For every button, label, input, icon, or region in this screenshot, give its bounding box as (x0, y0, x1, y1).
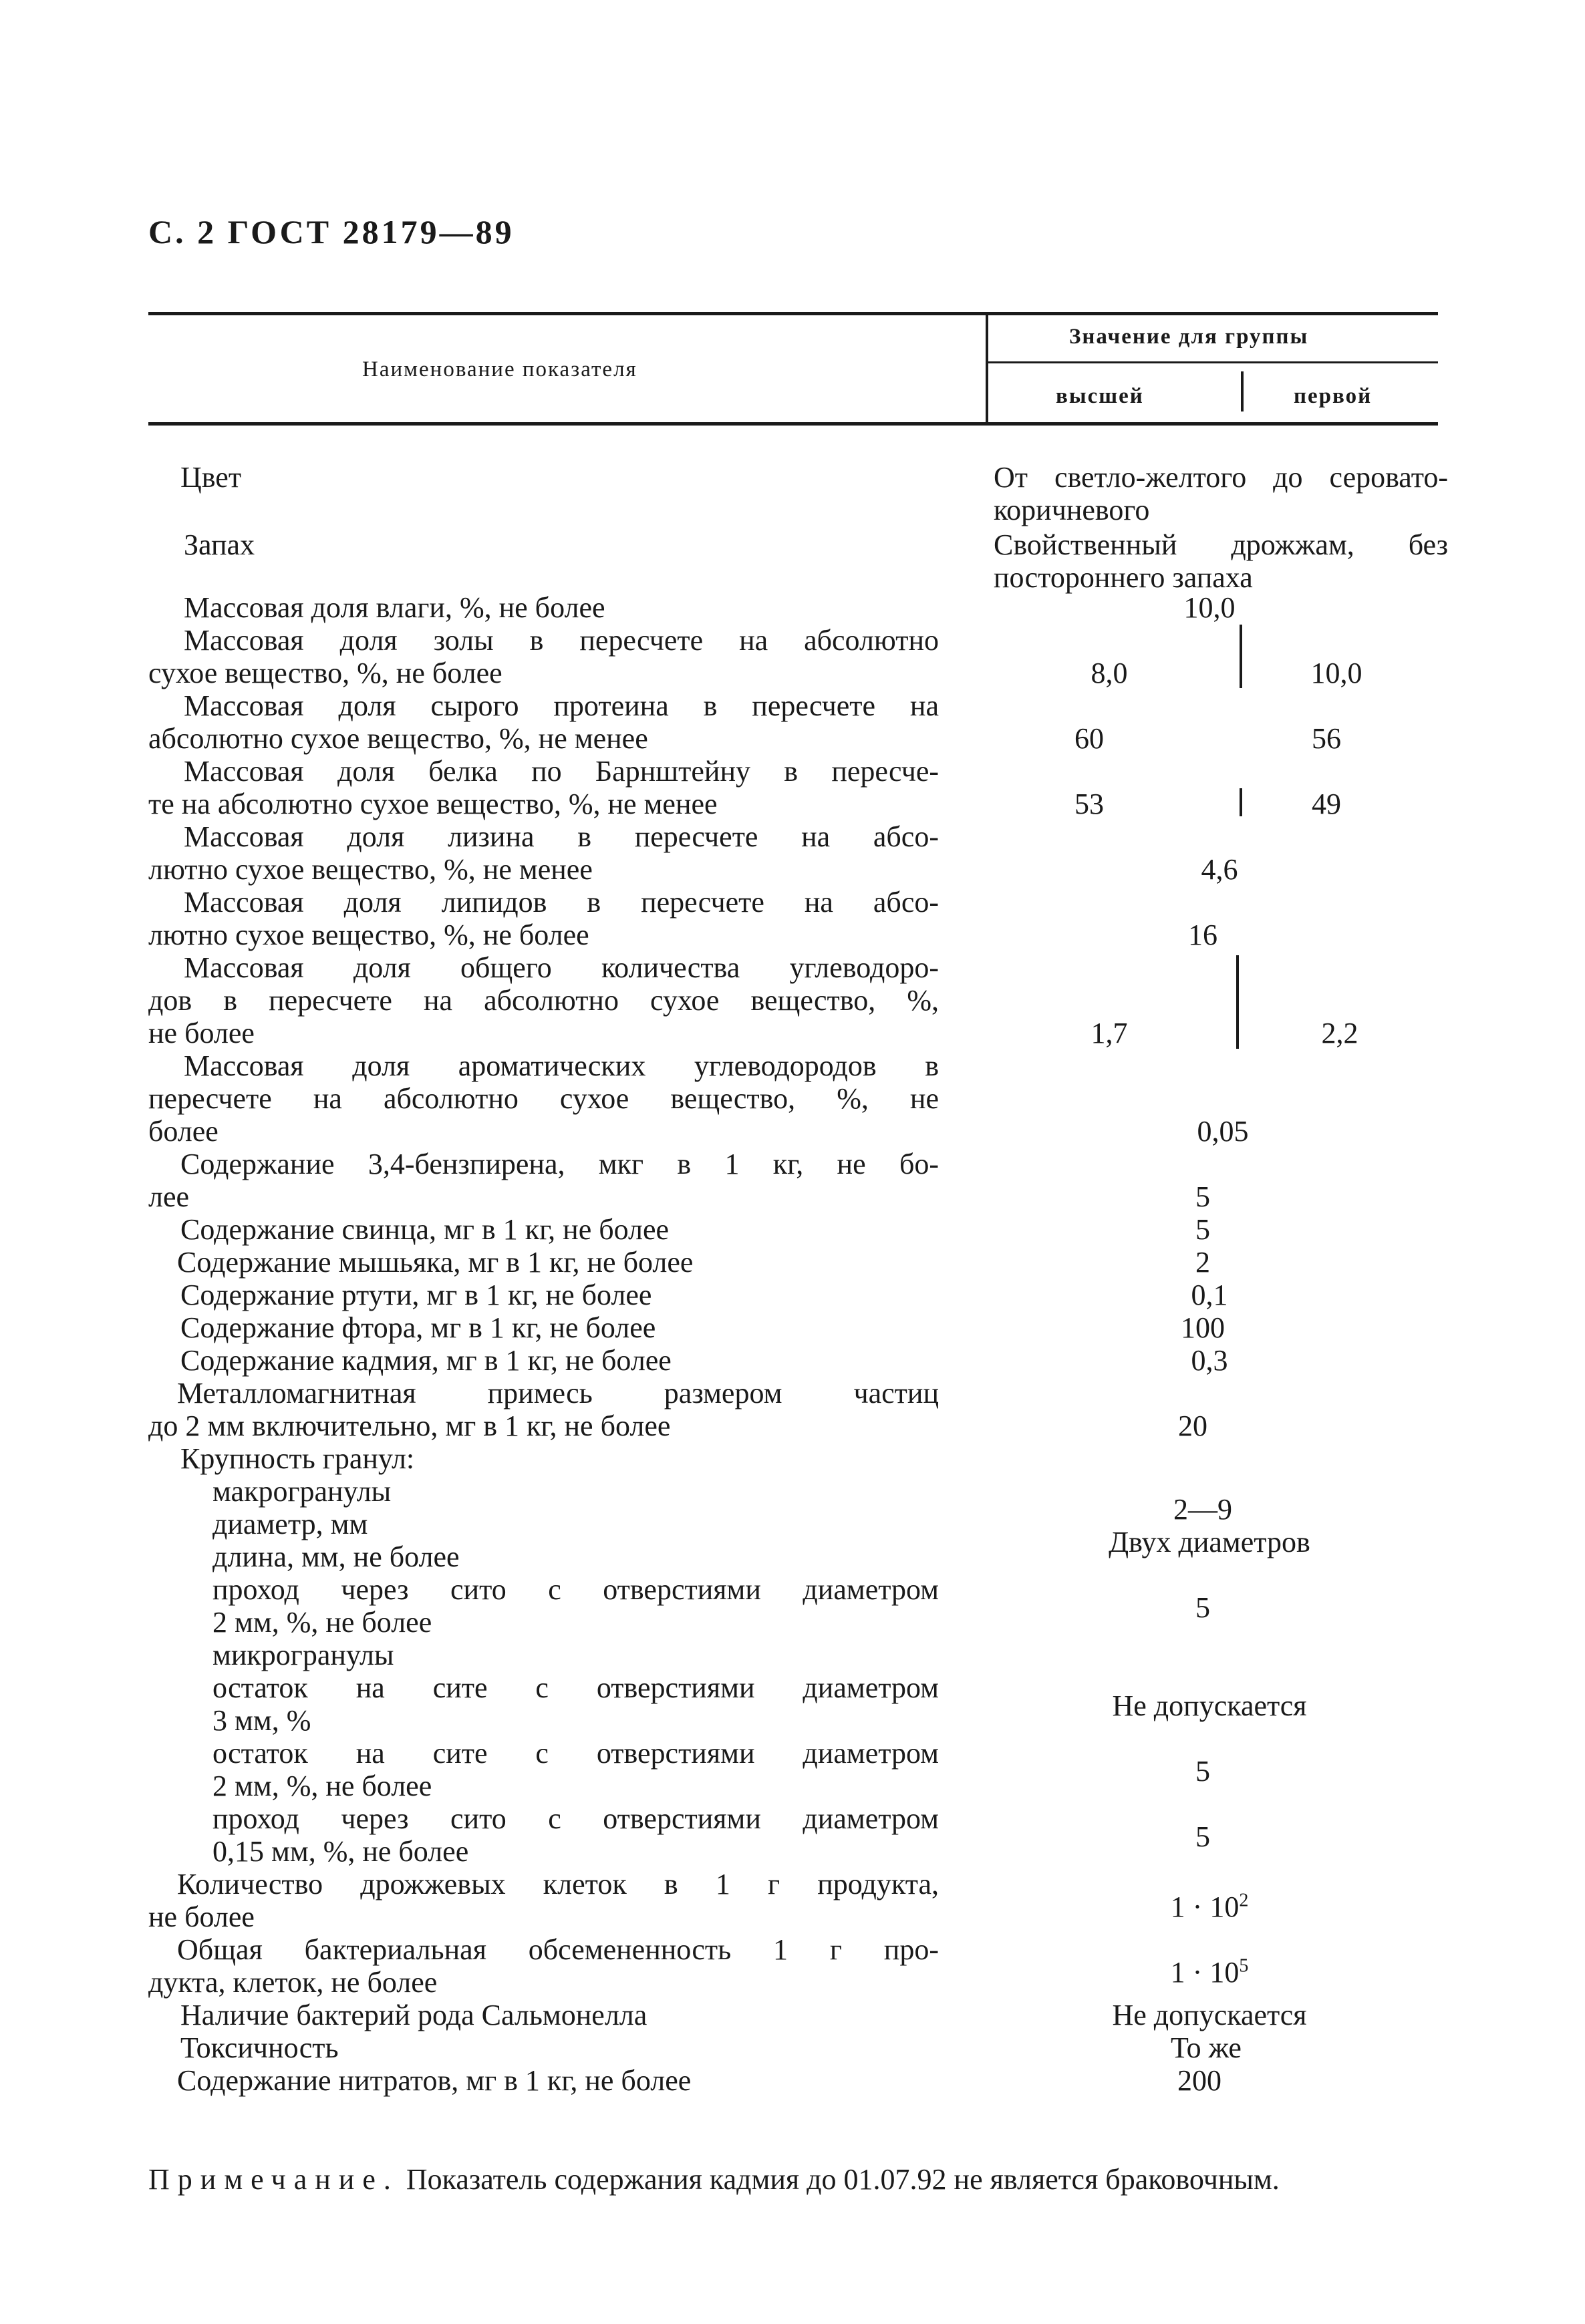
row-micro-residue3-value: Не допускается (1112, 1689, 1307, 1722)
row-micro-residue2-label-1: остаток на сите с отверстиями диаметром (212, 1737, 939, 1770)
row-barnstein-label-1: Массовая доля белка по Барнштейну в пересче- (184, 755, 939, 788)
row-lysine-label-1: Массовая доля лизина в пересчете на абсо- (184, 820, 939, 853)
row-cadmium-value: 0,3 (1191, 1344, 1228, 1377)
table-header-bottom-rule (148, 422, 1438, 426)
row-granules-heading: Крупность гранул: (180, 1442, 415, 1475)
row-protein-label-2: абсолютно сухое вещество, %, не менее (148, 722, 648, 755)
row-protein-high: 60 (1074, 722, 1104, 755)
footnote (148, 2163, 1451, 2196)
subheader-divider (1241, 371, 1244, 411)
row-mercury-label: Содержание ртути, мг в 1 кг, не более (180, 1279, 652, 1311)
row-macro-pass-label-2: 2 мм, %, не более (212, 1606, 432, 1639)
row-bacteria-label-1: Общая бактериальная обсемененность 1 г про- (177, 1933, 939, 1966)
row-lipids-label-1: Массовая доля липидов в пересчете на абсо- (184, 886, 939, 919)
row-aromatic-label-2: пересчете на абсолютно сухое вещество, %, не (148, 1082, 939, 1115)
row-microgranules-heading: микрогранулы (212, 1639, 394, 1671)
row-micro-residue3-label-2: 3 мм, % (212, 1704, 311, 1737)
row-odor-label: Запах (184, 528, 255, 561)
row-metal-label-2: до 2 мм включительно, мг в 1 кг, не более (148, 1409, 671, 1442)
value-divider-ash (1240, 625, 1242, 688)
row-ash-label-2: сухое вещество, %, не более (148, 657, 502, 689)
row-hydrocarbons-label-3: не более (148, 1017, 255, 1049)
row-micro-residue2-label-2: 2 мм, %, не более (212, 1770, 432, 1802)
row-diameter-label: диаметр, мм (212, 1508, 368, 1540)
row-length-value: Двух диаметров (1109, 1526, 1310, 1558)
row-moisture-label: Массовая доля влаги, %, не более (184, 591, 605, 624)
row-barnstein-first: 49 (1312, 788, 1341, 820)
row-nitrates-label: Содержание нитратов, мг в 1 кг, не более (177, 2064, 692, 2097)
row-toxicity-label: Токсичность (180, 2031, 339, 2064)
row-toxicity-value: То же (1171, 2031, 1242, 2064)
row-odor-value: Свойственный дрожжам, без постороннего запаха (994, 528, 1448, 594)
row-hydrocarbons-first: 2,2 (1321, 1017, 1358, 1049)
value-divider-hydrocarbons (1236, 955, 1239, 1049)
row-cadmium-label: Содержание кадмия, мг в 1 кг, не более (180, 1344, 672, 1377)
column-header-first: первой (1294, 384, 1373, 408)
row-micro-pass-label-2: 0,15 мм, %, не более (212, 1835, 469, 1868)
row-protein-label-1: Массовая доля сырого протеина в пересчете на (184, 689, 939, 722)
row-hydrocarbons-label-1: Массовая доля общего количества углеводоро- (184, 951, 939, 984)
row-aromatic-value: 0,05 (1197, 1115, 1249, 1148)
row-diameter-value: 2—9 (1173, 1493, 1232, 1526)
row-bacteria-label-2: дукта, клеток, не более (148, 1966, 438, 1999)
row-color-value: От светло-желтого до серовато-коричневого (994, 461, 1448, 526)
row-yeast-cells-value: $1 \cdot 10^2$ (1170, 1890, 1249, 1923)
row-ash-label-1: Массовая доля золы в пересчете на абсолютно (184, 624, 939, 657)
row-lysine-value: 4,6 (1201, 853, 1238, 886)
row-lipids-value: 16 (1188, 919, 1217, 951)
row-fluorine-label: Содержание фтора, мг в 1 кг, не более (180, 1311, 656, 1344)
page-header: С. 2 ГОСТ 28179—89 (148, 213, 515, 251)
row-macro-pass-value: 5 (1195, 1591, 1210, 1624)
row-fluorine-value: 100 (1181, 1311, 1225, 1344)
row-barnstein-high: 53 (1074, 788, 1104, 820)
group-subheader-rule (988, 361, 1438, 363)
row-benzpyrene-value: 5 (1195, 1180, 1210, 1213)
row-salmonella-label: Наличие бактерий рода Сальмонелла (180, 1999, 647, 2031)
row-yeast-cells-label-2: не более (148, 1900, 255, 1933)
row-macrogranules-heading: макрогранулы (212, 1475, 392, 1508)
row-hydrocarbons-high: 1,7 (1091, 1017, 1128, 1049)
row-bacteria-value: $1 \cdot 10^5$ (1170, 1955, 1249, 1989)
column-header-name: Наименование показателя (362, 357, 637, 381)
table-top-rule (148, 312, 1438, 315)
row-arsenic-value: 2 (1195, 1246, 1210, 1279)
row-ash-first: 10,0 (1310, 657, 1362, 689)
row-hydrocarbons-label-2: дов в пересчете на абсолютно сухое вещество, %, (148, 984, 939, 1017)
row-lead-value: 5 (1195, 1213, 1210, 1246)
row-micro-residue2-value: 5 (1195, 1755, 1210, 1788)
row-moisture-value: 10,0 (1183, 591, 1236, 624)
row-salmonella-value: Не допускается (1112, 1999, 1307, 2031)
row-metal-label-1: Металломагнитная примесь размером частиц (177, 1377, 939, 1409)
row-lysine-label-2: лютно сухое вещество, %, не менее (148, 853, 593, 886)
row-nitrates-value: 200 (1177, 2064, 1221, 2097)
column-header-high: высшей (1056, 384, 1144, 408)
row-arsenic-label: Содержание мышьяка, мг в 1 кг, не более (177, 1246, 694, 1279)
row-micro-pass-value: 5 (1195, 1820, 1210, 1853)
row-mercury-value: 0,1 (1191, 1279, 1228, 1311)
row-barnstein-label-2: те на абсолютно сухое вещество, %, не менее (148, 788, 718, 820)
row-ash-high: 8,0 (1091, 657, 1128, 689)
row-benzpyrene-label-1: Содержание 3,4-бензпирена, мкг в 1 кг, не бо- (180, 1148, 939, 1180)
row-macro-pass-label-1: проход через сито с отверстиями диаметром (212, 1573, 939, 1606)
value-divider-barnstein (1240, 788, 1242, 816)
row-metal-value: 20 (1178, 1409, 1207, 1442)
row-micro-pass-label-1: проход через сито с отверстиями диаметром (212, 1802, 939, 1835)
header-column-divider (986, 315, 988, 422)
row-benzpyrene-label-2: лее (148, 1180, 190, 1213)
row-micro-residue3-label-1: остаток на сите с отверстиями диаметром (212, 1671, 939, 1704)
row-lead-label: Содержание свинца, мг в 1 кг, не более (180, 1213, 670, 1246)
footnote-text: Показатель содержания кадмия до 01.07.92 не является браковочным. (406, 2163, 1280, 2196)
column-header-group: Значение для группы (1069, 325, 1309, 349)
row-yeast-cells-label-1: Количество дрожжевых клеток в 1 г продукта, (177, 1868, 939, 1900)
row-length-label: длина, мм, не более (212, 1540, 460, 1573)
row-aromatic-label-3: более (148, 1115, 219, 1148)
row-protein-first: 56 (1312, 722, 1341, 755)
row-color-label: Цвет (180, 461, 242, 494)
footnote-heading: Примечание. (148, 2163, 399, 2196)
row-lipids-label-2: лютно сухое вещество, %, не более (148, 919, 589, 951)
row-aromatic-label-1: Массовая доля ароматических углеводородов в (184, 1049, 939, 1082)
